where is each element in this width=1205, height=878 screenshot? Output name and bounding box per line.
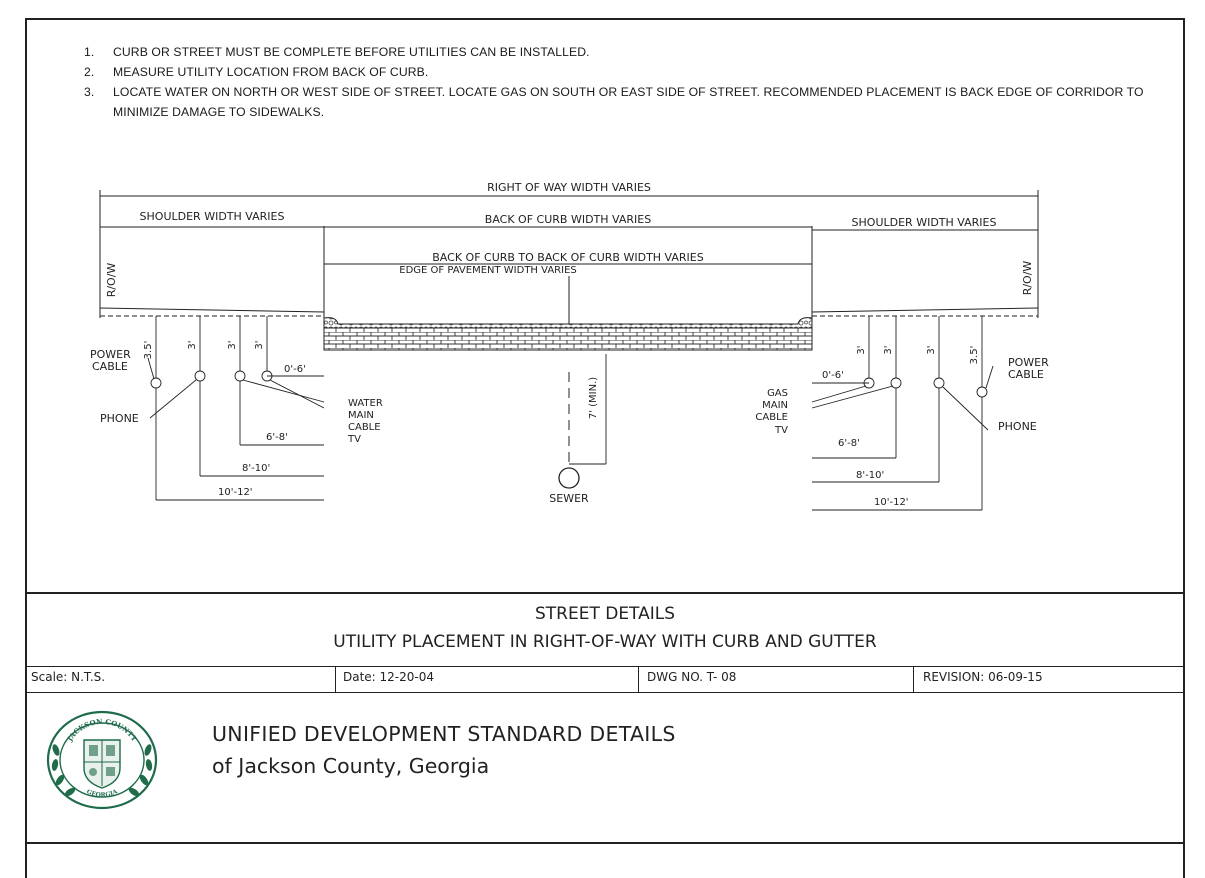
county-seal-icon — [46, 710, 158, 810]
sewer-depth-label: 7' (MIN.) — [588, 376, 599, 420]
power-cable-right-line2: CABLE — [1008, 368, 1044, 381]
dim-right-8-10: 8'-10' — [856, 470, 885, 481]
note-number: 3. — [84, 85, 95, 99]
bottom-rule — [25, 842, 1185, 844]
depth-right-gas: 3' — [856, 345, 867, 355]
row-left-label: R/O/W — [105, 262, 118, 298]
gas-label-line2: MAIN — [762, 400, 788, 411]
boc-to-boc-label: BACK OF CURB TO BACK OF CURB WIDTH VARIES — [432, 251, 704, 264]
dim-right-0-6: 0'-6' — [822, 370, 844, 381]
dim-left-0-6: 0'-6' — [284, 364, 306, 375]
depth-right-power: 3.5' — [969, 345, 980, 365]
drawing-subtitle: UTILITY PLACEMENT IN RIGHT-OF-WAY WITH CURB AND GUTTER — [333, 632, 877, 652]
seal-top-text: JACKSON COUNTY — [65, 716, 139, 743]
power-cable-left-line2: CABLE — [92, 360, 128, 373]
info-separator — [638, 667, 639, 693]
note-3 — [84, 82, 1194, 122]
power-cable-right-line1: POWER — [1008, 356, 1049, 369]
water-label-line3: CABLE — [348, 422, 381, 433]
pavement-surface — [324, 318, 812, 328]
dim-right-6-8: 6'-8' — [838, 438, 860, 449]
depth-left-phone: 3' — [187, 340, 198, 350]
gas-label-line4: TV — [775, 425, 788, 436]
note-number: 2. — [84, 65, 95, 79]
phone-right-label: PHONE — [998, 420, 1037, 433]
gas-label-line3: CABLE — [755, 412, 788, 423]
dim-left-8-10: 8'-10' — [242, 463, 271, 474]
revision-field: REVISION: 06-09-15 — [923, 670, 1043, 684]
sewer-pipe — [559, 468, 579, 488]
cross-section-svg — [88, 140, 1058, 522]
depth-left-power: 3.5' — [143, 340, 154, 360]
info-row-top-rule — [25, 666, 1185, 667]
shoulder-right-label: SHOULDER WIDTH VARIES — [851, 216, 997, 229]
note-2 — [84, 62, 1194, 82]
drawing-number-field: DWG NO. T- 08 — [647, 670, 737, 684]
organization-line-2: of Jackson County, Georgia — [212, 754, 490, 778]
seal-bottom-text: GEORGIA — [85, 788, 119, 799]
dim-left-6-8: 6'-8' — [266, 432, 288, 443]
utility-placement-drawing — [88, 140, 1058, 522]
water-label-line2: MAIN — [348, 410, 374, 421]
scale-field: Scale: N.T.S. — [31, 670, 106, 684]
shoulder-left-label: SHOULDER WIDTH VARIES — [139, 210, 285, 223]
info-separator — [335, 667, 336, 693]
row-right-label: R/O/W — [1021, 260, 1034, 296]
note-text: LOCATE WATER ON NORTH OR WEST SIDE OF STREET. LOCATE GAS ON SOUTH OR EAST SIDE OF STREET. RECOMMENDED PLACEMENT IS BACK EDGE OF CORRIDOR TO MINIMIZE DAMAGE TO SIDEWALKS. — [113, 85, 1144, 119]
note-number: 1. — [84, 45, 95, 59]
date-field: Date: 12-20-04 — [343, 670, 435, 684]
info-separator — [913, 667, 914, 693]
organization-line-1: UNIFIED DEVELOPMENT STANDARD DETAILS — [212, 722, 676, 746]
info-row-bottom-rule — [25, 692, 1185, 693]
note-text: MEASURE UTILITY LOCATION FROM BACK OF CURB. — [113, 65, 429, 79]
power-cable-left-line1: POWER — [90, 348, 131, 361]
title-block-top-rule — [25, 592, 1185, 594]
note-1 — [84, 42, 1194, 62]
water-label-line1: WATER — [348, 398, 383, 409]
depth-left-water: 3' — [254, 340, 265, 350]
depth-right-cable: 3' — [883, 345, 894, 355]
edge-of-pavement-label: EDGE OF PAVEMENT WIDTH VARIES — [399, 265, 577, 276]
county-seal-logo — [46, 710, 158, 810]
general-notes — [84, 42, 1194, 122]
dim-left-10-12: 10'-12' — [218, 487, 253, 498]
note-text: CURB OR STREET MUST BE COMPLETE BEFORE UTILITIES CAN BE INSTALLED. — [113, 45, 590, 59]
depth-left-cable: 3' — [227, 340, 238, 350]
water-label-line4: TV — [348, 434, 361, 445]
drawing-title: STREET DETAILS — [534, 604, 676, 624]
sewer-label: SEWER — [549, 492, 589, 505]
gas-label-line1: GAS — [767, 388, 788, 399]
dim-right-10-12: 10'-12' — [874, 497, 909, 508]
depth-right-phone: 3' — [926, 345, 937, 355]
phone-left-label: PHONE — [100, 412, 139, 425]
back-of-curb-label: BACK OF CURB WIDTH VARIES — [484, 213, 652, 226]
pavement-base — [324, 328, 812, 350]
row-width-label: RIGHT OF WAY WIDTH VARIES — [487, 181, 651, 194]
